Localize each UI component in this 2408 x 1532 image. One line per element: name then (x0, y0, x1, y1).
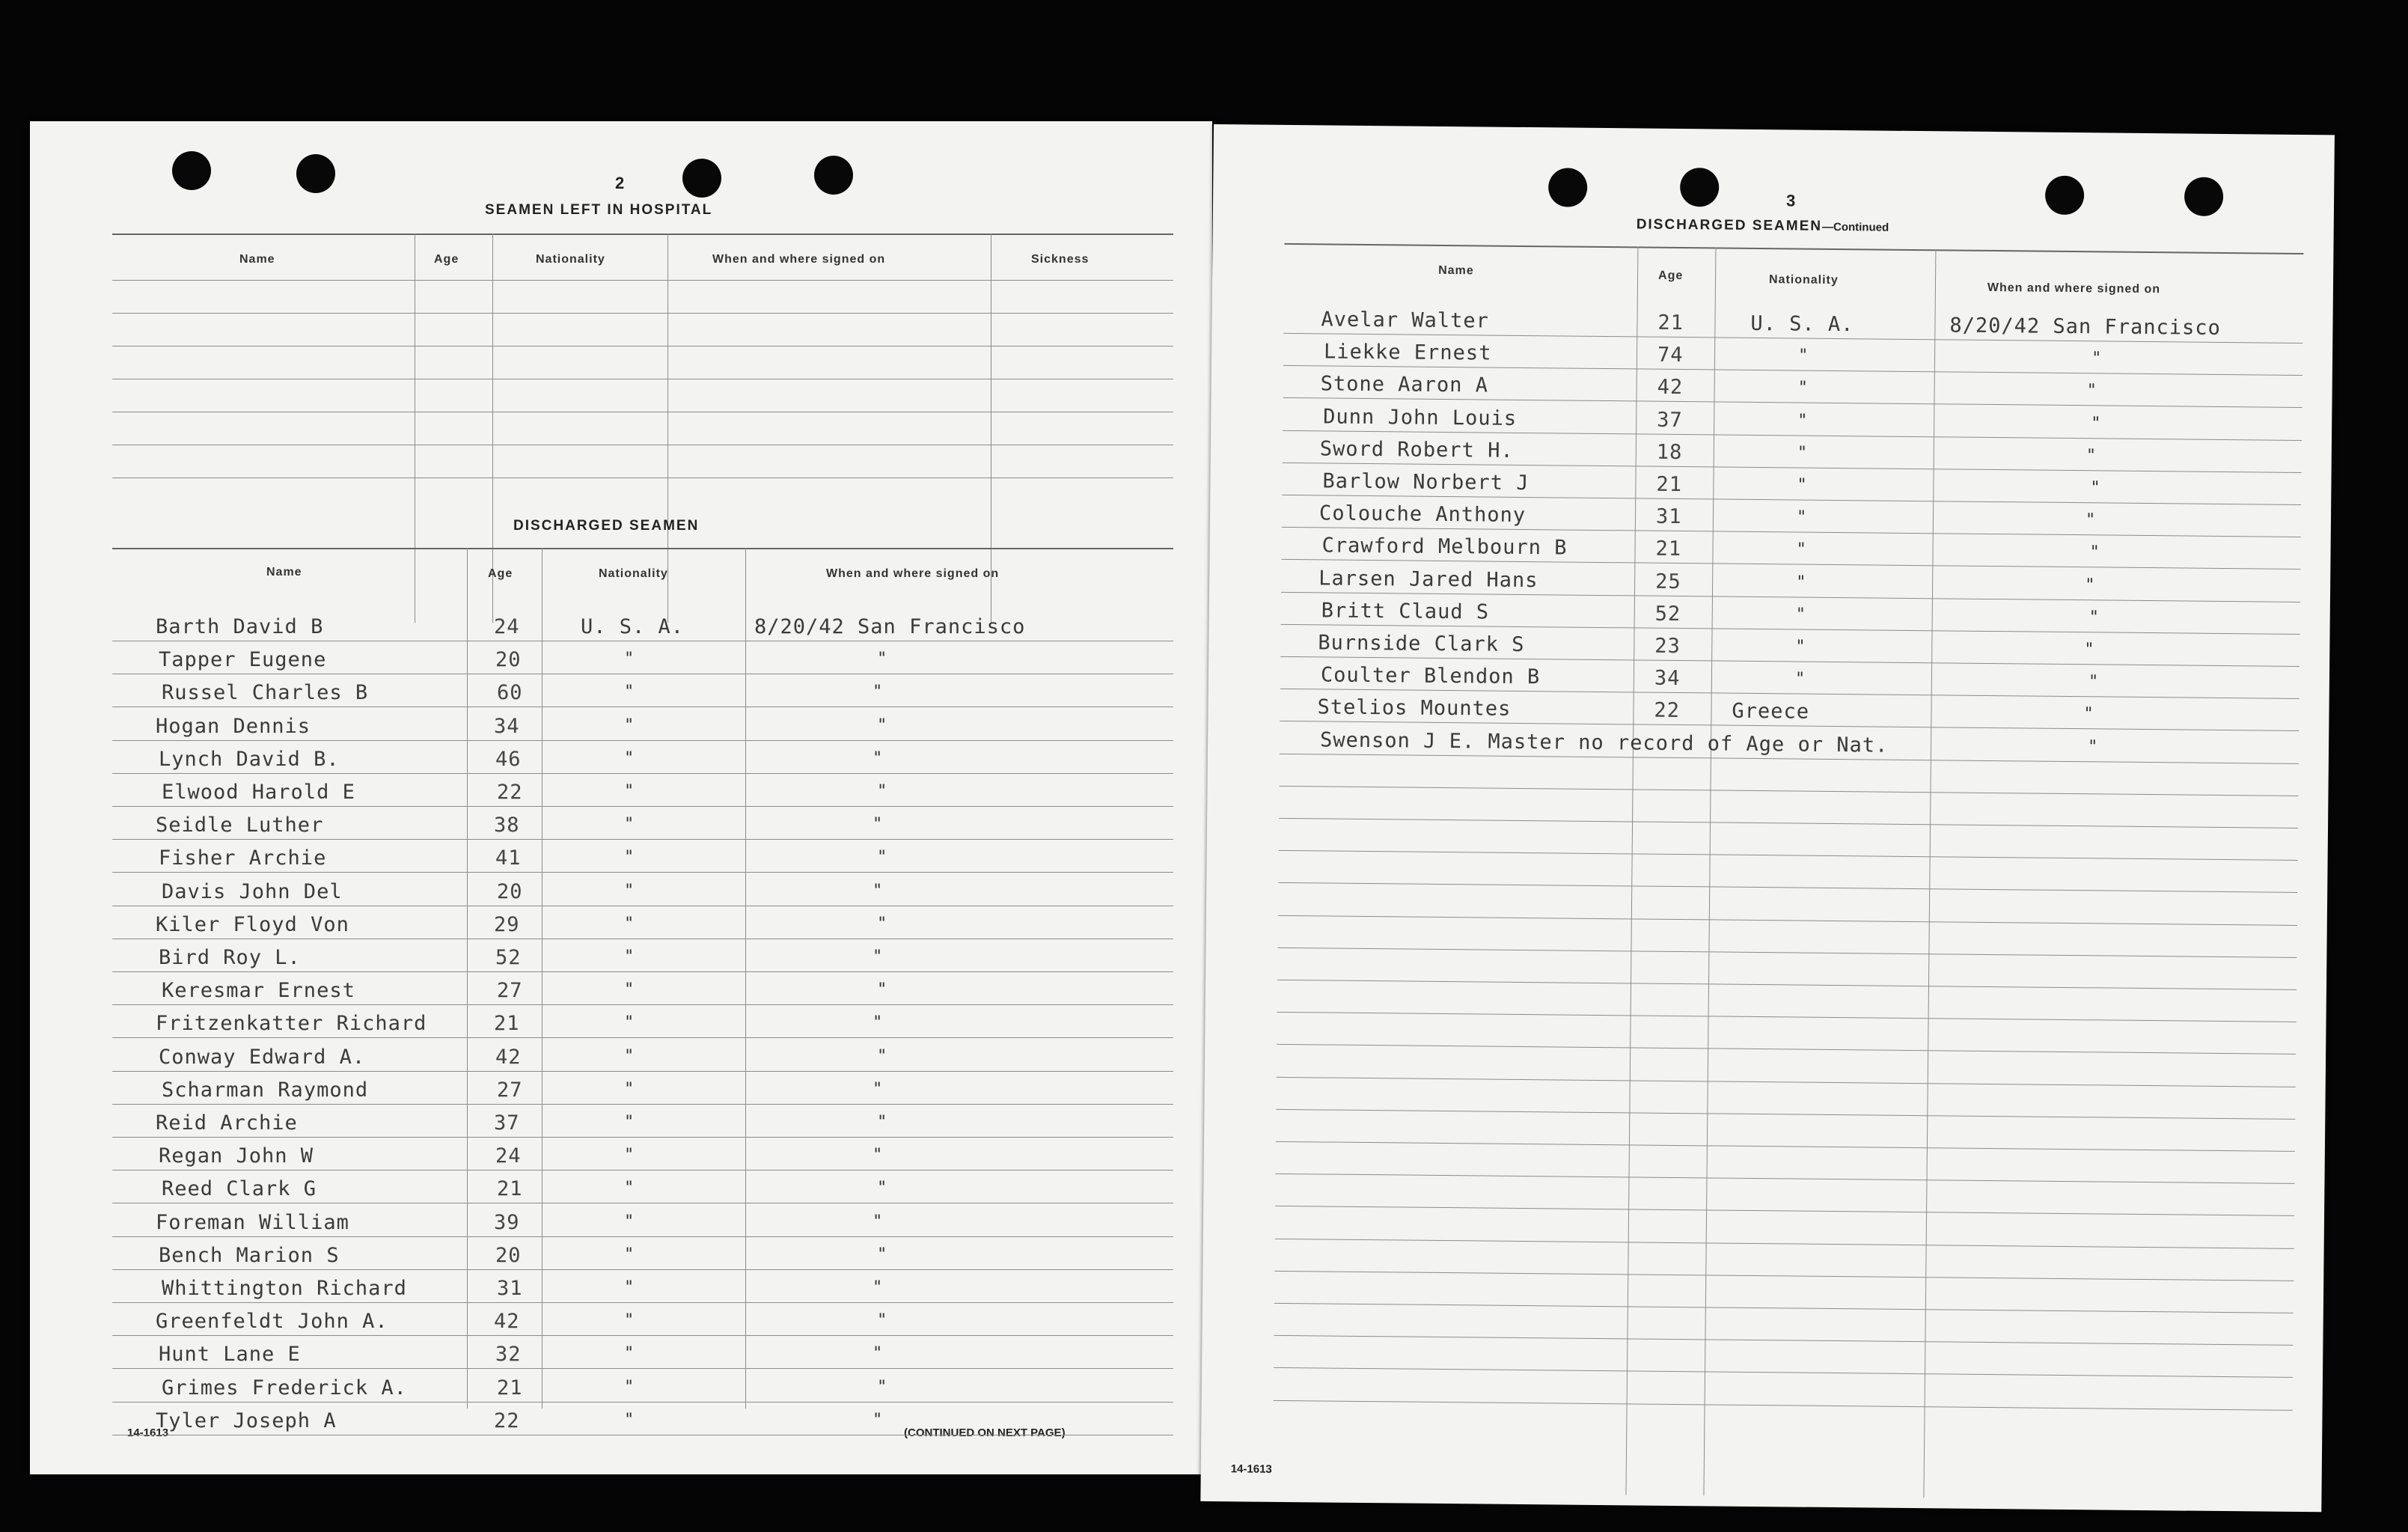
discharged-section-title: DISCHARGED SEAMEN (513, 518, 700, 534)
ditto-mark: " (624, 1146, 635, 1165)
ditto-mark: " (624, 815, 635, 834)
ditto-mark: " (877, 848, 887, 867)
ditto-mark: " (1797, 475, 1807, 495)
ditto-mark: " (1797, 443, 1808, 463)
ruled-line (112, 773, 1173, 774)
ditto-mark: " (877, 1245, 887, 1264)
ditto-mark: " (877, 1047, 887, 1066)
seaman-age: 34 (1654, 666, 1681, 691)
ditto-mark: " (624, 1113, 635, 1132)
seaman-name: Tyler Joseph A (156, 1409, 337, 1432)
seaman-name: Regan John W (159, 1144, 314, 1168)
seaman-name: Davis John Del (162, 880, 343, 903)
seaman-age: 42 (494, 1310, 520, 1333)
ditto-mark: " (877, 1179, 887, 1197)
seaman-name: Russel Charles B (162, 681, 369, 704)
ditto-mark: " (1797, 411, 1808, 430)
ditto-mark: " (624, 1245, 635, 1264)
column-header: Name (239, 253, 275, 266)
ditto-mark: " (877, 1311, 887, 1330)
ruled-line (112, 346, 1173, 347)
seaman-name: Foreman William (156, 1211, 349, 1234)
hospital-section-title: SEAMEN LEFT IN HOSPITAL (485, 202, 713, 218)
seaman-age: 21 (494, 1012, 520, 1035)
seaman-age: 60 (497, 681, 523, 704)
ditto-mark: " (624, 1311, 635, 1330)
seaman-name: Swenson J E. Master no record of Age or Nat. (1319, 728, 1889, 757)
seaman-age: 42 (495, 1046, 522, 1069)
column-header: Name (1438, 263, 1474, 278)
ditto-mark: " (624, 915, 635, 933)
seaman-name: Avelar Walter (1321, 308, 1489, 333)
seaman-age: 21 (497, 1177, 523, 1200)
seaman-age: 21 (1657, 311, 1684, 335)
ruled-line (1274, 1303, 2294, 1313)
ruled-line (112, 839, 1173, 840)
ditto-mark: " (624, 848, 635, 867)
column-header: When and where signed on (826, 567, 1000, 580)
ditto-mark: " (877, 716, 887, 735)
seaman-age: 27 (497, 1078, 523, 1102)
ruled-line (1280, 786, 2299, 796)
seaman-name: Kiler Floyd Von (156, 913, 349, 936)
seaman-name: Seidle Luther (156, 814, 324, 837)
ditto-mark: " (873, 882, 883, 900)
seaman-age: 20 (495, 1244, 522, 1267)
ditto-mark: " (1795, 637, 1806, 656)
seaman-age: 32 (495, 1343, 522, 1366)
ruled-line (112, 1004, 1173, 1005)
ditto-mark: " (624, 980, 635, 999)
ditto-mark: " (2085, 576, 2095, 595)
punch-hole (172, 151, 211, 190)
ditto-mark: " (624, 1278, 635, 1297)
ditto-mark: " (624, 1344, 635, 1363)
ruled-line (1276, 1174, 2295, 1184)
ruled-line (112, 1402, 1173, 1403)
ditto-mark: " (2089, 543, 2100, 562)
ruled-line (1274, 1367, 2293, 1378)
seaman-age: 46 (495, 748, 522, 771)
column-header: Age (1658, 269, 1684, 283)
ditto-mark: " (877, 1113, 887, 1132)
ruled-line (1276, 1141, 2295, 1152)
seaman-age: 22 (494, 1409, 520, 1432)
ditto-mark: " (624, 947, 635, 966)
seaman-name: Scharman Raymond (162, 1078, 369, 1102)
seaman-name: Liekke Ernest (1323, 340, 1492, 365)
ditto-mark: " (624, 1212, 635, 1231)
punch-hole (1548, 168, 1587, 207)
ditto-mark: " (877, 650, 887, 668)
form-number: 14-1613 (1230, 1462, 1272, 1476)
ditto-mark: " (873, 683, 883, 701)
seaman-age: 74 (1657, 343, 1684, 367)
ruled-line (1274, 1271, 2294, 1281)
seaman-nationality: U. S. A. (1750, 311, 1854, 337)
punch-hole (682, 159, 721, 198)
seaman-age: 20 (497, 880, 523, 903)
seaman-name: Fisher Archie (159, 846, 327, 870)
seaman-age: 22 (497, 781, 523, 804)
ditto-mark: " (624, 683, 635, 701)
column-header: Nationality (536, 253, 605, 266)
section-title (1637, 216, 1889, 235)
ditto-mark: " (2085, 446, 2097, 466)
seaman-name: Conway Edward A. (159, 1046, 366, 1069)
ditto-mark: " (624, 1047, 635, 1066)
ditto-mark: " (624, 1013, 635, 1032)
seaman-age: 38 (494, 814, 520, 837)
ditto-mark: " (1795, 605, 1806, 624)
right-page (1200, 124, 2335, 1512)
seaman-age: 24 (494, 615, 520, 638)
seaman-name: Dunn John Louis (1323, 405, 1518, 430)
punch-hole (2045, 176, 2084, 215)
column-header: Nationality (599, 567, 668, 580)
ruled-line (1277, 1012, 2297, 1022)
punch-hole (814, 156, 853, 195)
punch-hole (296, 154, 335, 193)
ditto-mark: " (624, 1080, 635, 1099)
seaman-name: Elwood Harold E (162, 781, 355, 804)
ditto-mark: " (873, 815, 883, 834)
seaman-age: 41 (495, 846, 522, 870)
signed-on: 8/20/42 San Francisco (1949, 314, 2221, 340)
seaman-age: 23 (1654, 634, 1681, 659)
seaman-name: Bird Roy L. (159, 946, 301, 969)
ditto-mark: " (873, 1212, 883, 1231)
seaman-nationality: U. S. A. (581, 615, 685, 638)
ditto-mark: " (624, 650, 635, 668)
ditto-mark: " (2085, 510, 2096, 530)
page-number: 2 (615, 174, 625, 192)
ditto-mark: " (2088, 608, 2100, 627)
seaman-name: Coulter Blendon B (1320, 663, 1541, 689)
seaman-name: Stelios Mountes (1317, 695, 1512, 721)
seaman-age: 25 (1655, 570, 1681, 594)
seaman-name: Reid Archie (156, 1111, 298, 1135)
ruled-line (1277, 947, 2297, 958)
seaman-nationality: Greece (1732, 699, 1810, 724)
ruled-line (112, 1269, 1173, 1270)
seaman-age: 52 (1654, 602, 1681, 626)
ditto-mark: " (873, 749, 883, 768)
ruled-line (112, 477, 1173, 478)
ruled-line (1277, 980, 2297, 990)
ditto-mark: " (873, 1411, 883, 1429)
ruled-line (112, 971, 1173, 972)
ruled-line (1275, 1239, 2294, 1249)
ditto-mark: " (873, 1278, 883, 1297)
seaman-age: 39 (494, 1211, 520, 1234)
signed-on: 8/20/42 San Francisco (754, 615, 1026, 638)
column-header: Sickness (1031, 253, 1090, 266)
ruled-line (112, 280, 1173, 281)
seaman-name: Tapper Eugene (159, 648, 327, 671)
seaman-age: 21 (1655, 537, 1682, 561)
section-title-suffix: —Continued (1821, 220, 1889, 234)
seaman-age: 31 (497, 1277, 523, 1300)
form-number: 14-1613 (127, 1426, 169, 1439)
ditto-mark: " (877, 980, 887, 999)
seaman-name: Hogan Dennis (156, 715, 311, 738)
ruled-line (112, 313, 1173, 314)
seaman-age: 31 (1655, 504, 1682, 529)
ruled-line (112, 1335, 1173, 1336)
ditto-mark: " (2091, 414, 2101, 433)
column-header: Nationality (1768, 273, 1839, 287)
ruled-line (112, 1137, 1173, 1138)
ditto-mark: " (2090, 478, 2100, 498)
seaman-name: Keresmar Ernest (162, 979, 355, 1002)
column-header: When and where signed on (1987, 281, 2161, 296)
ruled-line (1278, 882, 2297, 893)
seaman-name: Colouche Anthony (1318, 501, 1527, 528)
ditto-mark: " (2083, 704, 2094, 724)
ditto-mark: " (877, 915, 887, 933)
ruled-line (112, 1302, 1173, 1303)
seaman-age: 52 (495, 946, 522, 969)
ditto-mark: " (1796, 540, 1806, 559)
seaman-age: 34 (494, 715, 520, 738)
page-number: 3 (1785, 191, 1796, 210)
ruled-line (112, 1037, 1173, 1038)
seaman-name: Whittington Richard (162, 1277, 407, 1300)
seaman-age: 21 (497, 1376, 523, 1400)
ditto-mark: " (624, 882, 635, 900)
seaman-age: 18 (1656, 440, 1683, 465)
seaman-name: Crawford Melbourn B (1321, 534, 1568, 560)
ditto-mark: " (2088, 672, 2099, 692)
ruled-line (1277, 1077, 2296, 1087)
seaman-name: Larsen Jared Hans (1318, 567, 1538, 593)
ruled-line (1274, 1400, 2293, 1411)
ditto-mark: " (624, 716, 635, 735)
ditto-mark: " (624, 1378, 635, 1397)
ruled-line (112, 872, 1173, 873)
seaman-name: Bench Marion S (159, 1244, 340, 1267)
ditto-mark: " (873, 1344, 883, 1363)
ruled-line (112, 1104, 1173, 1105)
ditto-mark: " (624, 1179, 635, 1197)
seaman-name: Greenfeldt John A. (156, 1310, 388, 1333)
ditto-mark: " (873, 947, 883, 966)
seaman-name: Hunt Lane E (159, 1343, 301, 1366)
seaman-age: 20 (495, 648, 522, 671)
ditto-mark: " (873, 1146, 883, 1165)
seaman-name: Lynch David B. (159, 748, 340, 771)
continued-note: (CONTINUED ON NEXT PAGE) (904, 1426, 1066, 1439)
ditto-mark: " (2087, 737, 2098, 757)
ruled-line (1275, 1206, 2294, 1216)
seaman-age: 37 (494, 1111, 520, 1135)
seaman-name: Reed Clark G (162, 1177, 317, 1200)
seaman-name: Sword Robert H. (1319, 437, 1514, 463)
ruled-line (112, 1071, 1173, 1072)
ruled-line (1276, 1109, 2295, 1120)
seaman-name: Grimes Frederick A. (162, 1376, 407, 1400)
ditto-mark: " (877, 1378, 887, 1397)
seaman-name: Britt Claud S (1321, 599, 1490, 624)
ditto-mark: " (873, 1080, 883, 1099)
seaman-age: 42 (1657, 375, 1684, 400)
seaman-name: Burnside Clark S (1318, 631, 1525, 657)
ditto-mark: " (877, 782, 887, 801)
ditto-mark: " (1796, 573, 1806, 592)
column-header: Name (266, 566, 302, 579)
ditto-mark: " (2091, 349, 2102, 368)
ruled-line (1278, 915, 2297, 926)
column-header: Age (434, 253, 459, 266)
column-header: Age (488, 567, 513, 580)
punch-hole (1680, 168, 1719, 207)
seaman-name: Stone Aaron A (1320, 372, 1489, 397)
seaman-name: Barth David B (156, 615, 324, 638)
seaman-age: 21 (1656, 472, 1683, 497)
seaman-name: Barlow Norbert J (1322, 469, 1530, 495)
ruled-line (112, 1236, 1173, 1237)
ruled-line (1279, 850, 2298, 861)
ruled-line (1279, 818, 2298, 828)
ruled-line (112, 1170, 1173, 1171)
column-header: When and where signed on (712, 253, 886, 266)
seaman-age: 24 (495, 1144, 522, 1168)
ditto-mark: " (624, 1411, 635, 1429)
ditto-mark: " (2084, 640, 2094, 659)
ruled-line (1274, 1335, 2293, 1346)
ditto-mark: " (1794, 669, 1806, 689)
ditto-mark: " (1796, 507, 1807, 527)
ruled-line (112, 1368, 1173, 1369)
ditto-mark: " (624, 782, 635, 801)
section-title-text: DISCHARGED SEAMEN (1636, 216, 1823, 234)
seaman-age: 22 (1654, 698, 1681, 723)
ruled-line (112, 806, 1173, 807)
left-page (30, 121, 1212, 1474)
ruled-line (112, 740, 1173, 741)
punch-hole (2184, 177, 2223, 216)
seaman-age: 29 (494, 913, 520, 936)
ditto-mark: " (2086, 381, 2097, 400)
seaman-age: 37 (1657, 408, 1683, 433)
ditto-mark: " (1797, 378, 1809, 397)
seaman-age: 27 (497, 979, 523, 1002)
seaman-name: Fritzenkatter Richard (156, 1012, 427, 1035)
ditto-mark: " (1797, 346, 1809, 365)
ditto-mark: " (873, 1013, 883, 1032)
ditto-mark: " (624, 749, 635, 768)
ruled-line (1277, 1044, 2296, 1055)
